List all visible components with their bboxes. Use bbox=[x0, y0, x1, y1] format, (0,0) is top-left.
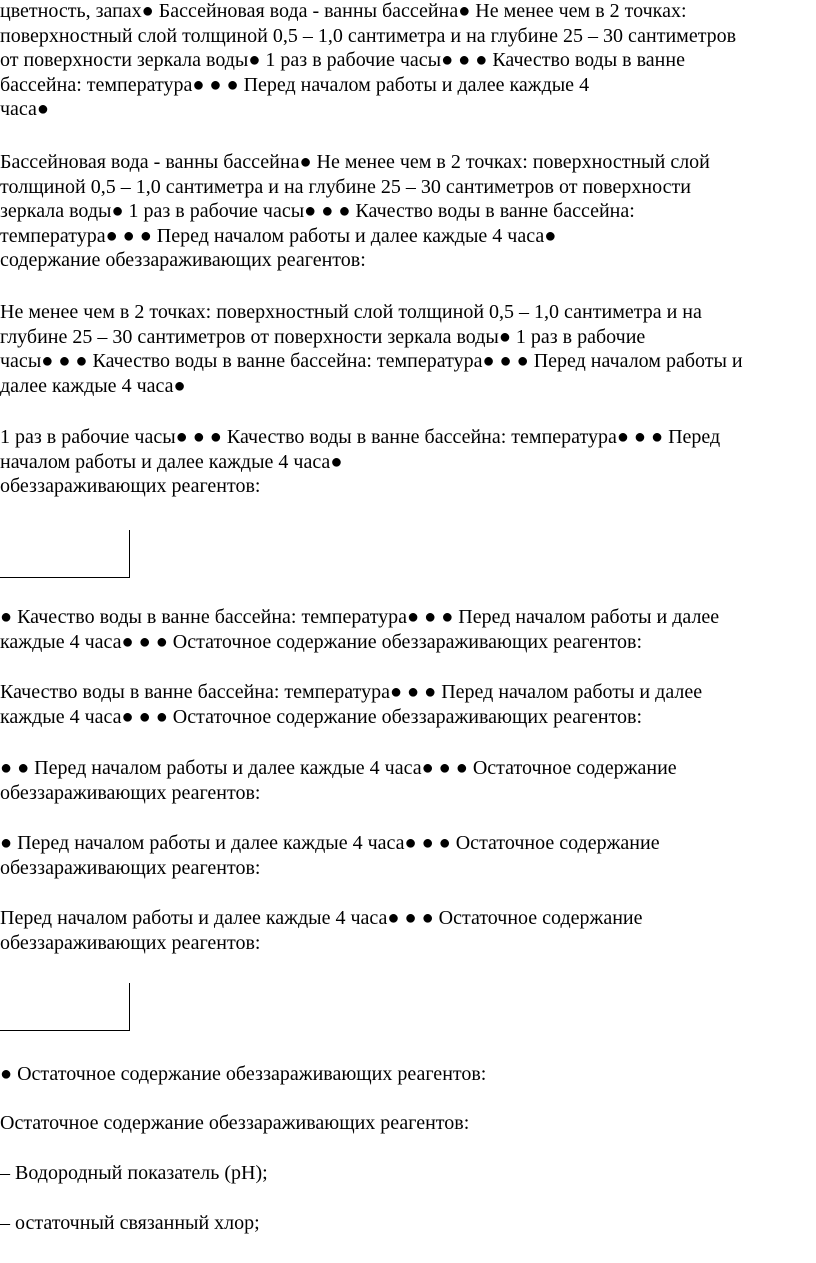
paragraph-1 bbox=[0, 0, 812, 122]
text-line: содержание обеззараживающих реагентов: bbox=[0, 249, 366, 272]
paragraph-8 bbox=[0, 831, 812, 880]
paragraph-7 bbox=[0, 756, 812, 805]
text-line: ● Перед началом работы и далее каждые 4 часа● ● ● Остаточное содержание bbox=[0, 832, 660, 854]
text-line: ● ● Перед началом работы и далее каждые 4 часа● ● ● Остаточное содержание bbox=[0, 757, 677, 779]
text-line: Остаточное содержание обеззараживающих реагентов: bbox=[0, 1112, 470, 1134]
text-line: ● Качество воды в ванне бассейна: температура● ● ● Перед началом работы и далее bbox=[0, 606, 720, 628]
blank-box bbox=[0, 983, 130, 1031]
text-line: обеззараживающих реагентов: bbox=[0, 856, 261, 879]
paragraph-9 bbox=[0, 906, 812, 955]
paragraph-5 bbox=[0, 605, 812, 654]
paragraph-4 bbox=[0, 425, 812, 499]
text-line: глубине 25 – 30 сантиметров от поверхности зеркала воды● 1 раз в рабочие bbox=[0, 325, 646, 348]
text-line: бассейна: температура● ● ● Перед началом работы и далее каждые 4 bbox=[0, 73, 590, 96]
text-line: Качество воды в ванне бассейна: температура● ● ● Перед началом работы и далее bbox=[0, 681, 703, 703]
text-line: цветность, запах● Бассейновая вода - ванны бассейна● Не менее чем в 2 точках: bbox=[0, 0, 687, 22]
text-line: началом работы и далее каждые 4 часа● bbox=[0, 450, 343, 473]
text-line: каждые 4 часа● ● ● Остаточное содержание обеззараживающих реагентов: bbox=[0, 630, 643, 653]
text-line: Не менее чем в 2 точках: поверхностный слой толщиной 0,5 – 1,0 сантиметра и на bbox=[0, 301, 702, 323]
text-line: обеззараживающих реагентов: bbox=[0, 931, 261, 954]
text-line: от поверхности зеркала воды● 1 раз в рабочие часы● ● ● Качество воды в ванне bbox=[0, 49, 685, 72]
paragraph-3 bbox=[0, 300, 812, 398]
paragraph-2 bbox=[0, 150, 812, 273]
text-line: каждые 4 часа● ● ● Остаточное содержание обеззараживающих реагентов: bbox=[0, 705, 643, 728]
text-line: далее каждые 4 часа● bbox=[0, 374, 186, 397]
text-line: – Водородный показатель (pH); bbox=[0, 1162, 268, 1184]
blank-box bbox=[0, 530, 130, 578]
paragraph-6 bbox=[0, 680, 812, 729]
text-line: обеззараживающих реагентов: bbox=[0, 475, 261, 498]
text-line: – остаточный связанный хлор; bbox=[0, 1212, 260, 1234]
paragraph-11 bbox=[0, 1111, 812, 1136]
text-line: поверхностный слой толщиной 0,5 – 1,0 сантиметра и на глубине 25 – 30 сантиметров bbox=[0, 24, 737, 47]
list-item-chlorine bbox=[0, 1211, 812, 1236]
text-line: температура● ● ● Перед началом работы и далее каждые 4 часа● bbox=[0, 224, 557, 247]
text-line: обеззараживающих реагентов: bbox=[0, 781, 261, 804]
text-line: 1 раз в рабочие часы● ● ● Качество воды в ванне бассейна: температура● ● ● Перед bbox=[0, 426, 721, 448]
list-item-ph bbox=[0, 1161, 812, 1186]
text-line: Перед началом работы и далее каждые 4 часа● ● ● Остаточное содержание bbox=[0, 907, 643, 929]
text-line: Бассейновая вода - ванны бассейна● Не менее чем в 2 точках: поверхностный слой bbox=[0, 151, 710, 173]
text-line: часа● bbox=[0, 98, 50, 121]
text-line: толщиной 0,5 – 1,0 сантиметра и на глубине 25 – 30 сантиметров от поверхности bbox=[0, 175, 691, 198]
text-line: ● Остаточное содержание обеззараживающих реагентов: bbox=[0, 1063, 487, 1085]
text-line: часы● ● ● Качество воды в ванне бассейна: температура● ● ● Перед началом работы и bbox=[0, 350, 743, 373]
text-line: зеркала воды● 1 раз в рабочие часы● ● ● Качество воды в ванне бассейна: bbox=[0, 200, 635, 223]
paragraph-10 bbox=[0, 1062, 812, 1087]
